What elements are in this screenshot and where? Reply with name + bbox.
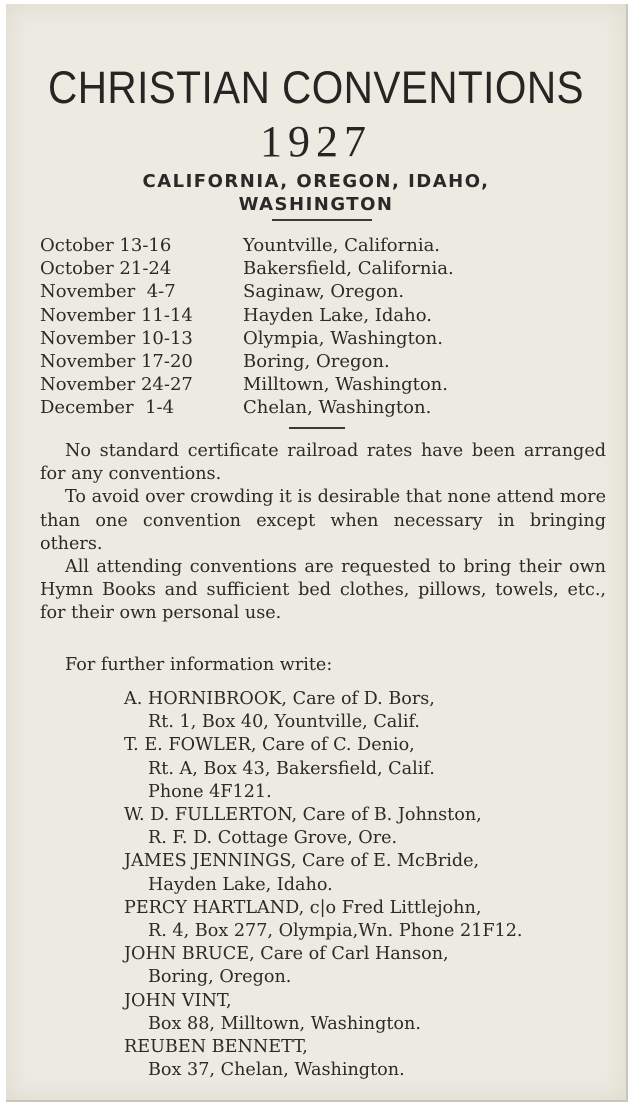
contact-address: Hayden Lake, Idaho. <box>148 874 333 895</box>
further-info-heading: For further information write: <box>65 655 333 675</box>
schedule-place: Saginaw, Oregon. <box>243 281 405 303</box>
schedule-place: Olympia, Washington. <box>243 327 443 349</box>
schedule-place: Boring, Oregon. <box>243 350 390 372</box>
schedule-place: Milltown, Washington. <box>243 374 448 396</box>
states-line-2: WASHINGTON <box>238 194 394 215</box>
contact-entry <box>124 734 523 804</box>
divider-middle <box>289 427 345 429</box>
page-title: CHRISTIAN CONVENTIONS <box>47 62 584 113</box>
convention-card <box>6 4 628 1102</box>
contact-entry <box>124 850 523 896</box>
contact-name: T. E. FOWLER, Care of C. Denio, <box>124 735 415 756</box>
contact-address: R. 4, Box 277, Olympia,Wn. Phone 21F12. <box>148 921 523 942</box>
contact-entry <box>124 1036 523 1082</box>
schedule-dates: October 21-24 <box>40 258 172 280</box>
convention-notes <box>40 440 606 626</box>
schedule-dates: December 1-4 <box>40 397 175 419</box>
states-subtitle <box>6 170 626 216</box>
divider-top <box>272 219 372 221</box>
contact-name: A. HORNIBROOK, Care of D. Bors, <box>124 689 435 709</box>
contact-address: Box 37, Chelan, Washington. <box>148 1060 405 1081</box>
contact-name: JOHN BRUCE, Care of Carl Hanson, <box>124 944 449 965</box>
contact-name: PERCY HARTLAND, c|o Fred Littlejohn, <box>124 897 482 918</box>
contact-entry <box>124 990 523 1036</box>
contact-name: JOHN VINT, <box>124 990 232 1011</box>
contact-entry <box>124 688 523 734</box>
contact-address: Rt. A, Box 43, Bakersfield, Calif. <box>148 758 435 779</box>
note-bring-supplies: All attending conventions are requested to bring their own Hymn Books and sufficient bed clothes, pillows, towels, etc., for their own personal use. <box>40 557 606 624</box>
schedule-dates: November 4-7 <box>40 281 176 303</box>
contact-address: Rt. 1, Box 40, Yountville, Calif. <box>148 712 420 733</box>
schedule-dates: November 10-13 <box>40 327 193 349</box>
schedule-dates: November 17-20 <box>40 350 193 372</box>
contact-address: R. F. D. Cottage Grove, Ore. <box>148 828 398 849</box>
contact-name: W. D. FULLERTON, Care of B. Johnston, <box>124 805 482 826</box>
schedule-place: Bakersfield, California. <box>243 258 454 280</box>
contact-name: JAMES JENNINGS, Care of E. McBride, <box>124 851 480 872</box>
schedule-place: Chelan, Washington. <box>243 397 432 419</box>
contact-name: REUBEN BENNETT, <box>124 1037 308 1058</box>
schedule-place: Yountville, California. <box>243 235 441 256</box>
contact-entry <box>124 897 523 943</box>
states-line-1: CALIFORNIA, OREGON, IDAHO, <box>142 171 490 192</box>
schedule-dates: October 13-16 <box>40 235 172 256</box>
contact-entry <box>124 943 523 989</box>
contact-entry <box>124 804 523 850</box>
note-over-crowding: To avoid over crowding it is desirable that none attend more than one convention except when necessary in bringing others. <box>40 487 606 554</box>
note-railroad-rates: No standard certificate railroad rates have been arranged for any conventions. <box>40 441 606 485</box>
schedule-dates: November 24-27 <box>40 374 193 396</box>
contact-address: Box 88, Milltown, Washington. <box>148 1013 421 1034</box>
year-heading: 1927 <box>260 117 372 166</box>
contact-list <box>124 688 523 1082</box>
schedule-place: Hayden Lake, Idaho. <box>243 304 432 326</box>
contact-phone: Phone 4F121. <box>148 781 272 802</box>
schedule-dates: November 11-14 <box>40 304 193 326</box>
contact-address: Boring, Oregon. <box>148 967 292 988</box>
